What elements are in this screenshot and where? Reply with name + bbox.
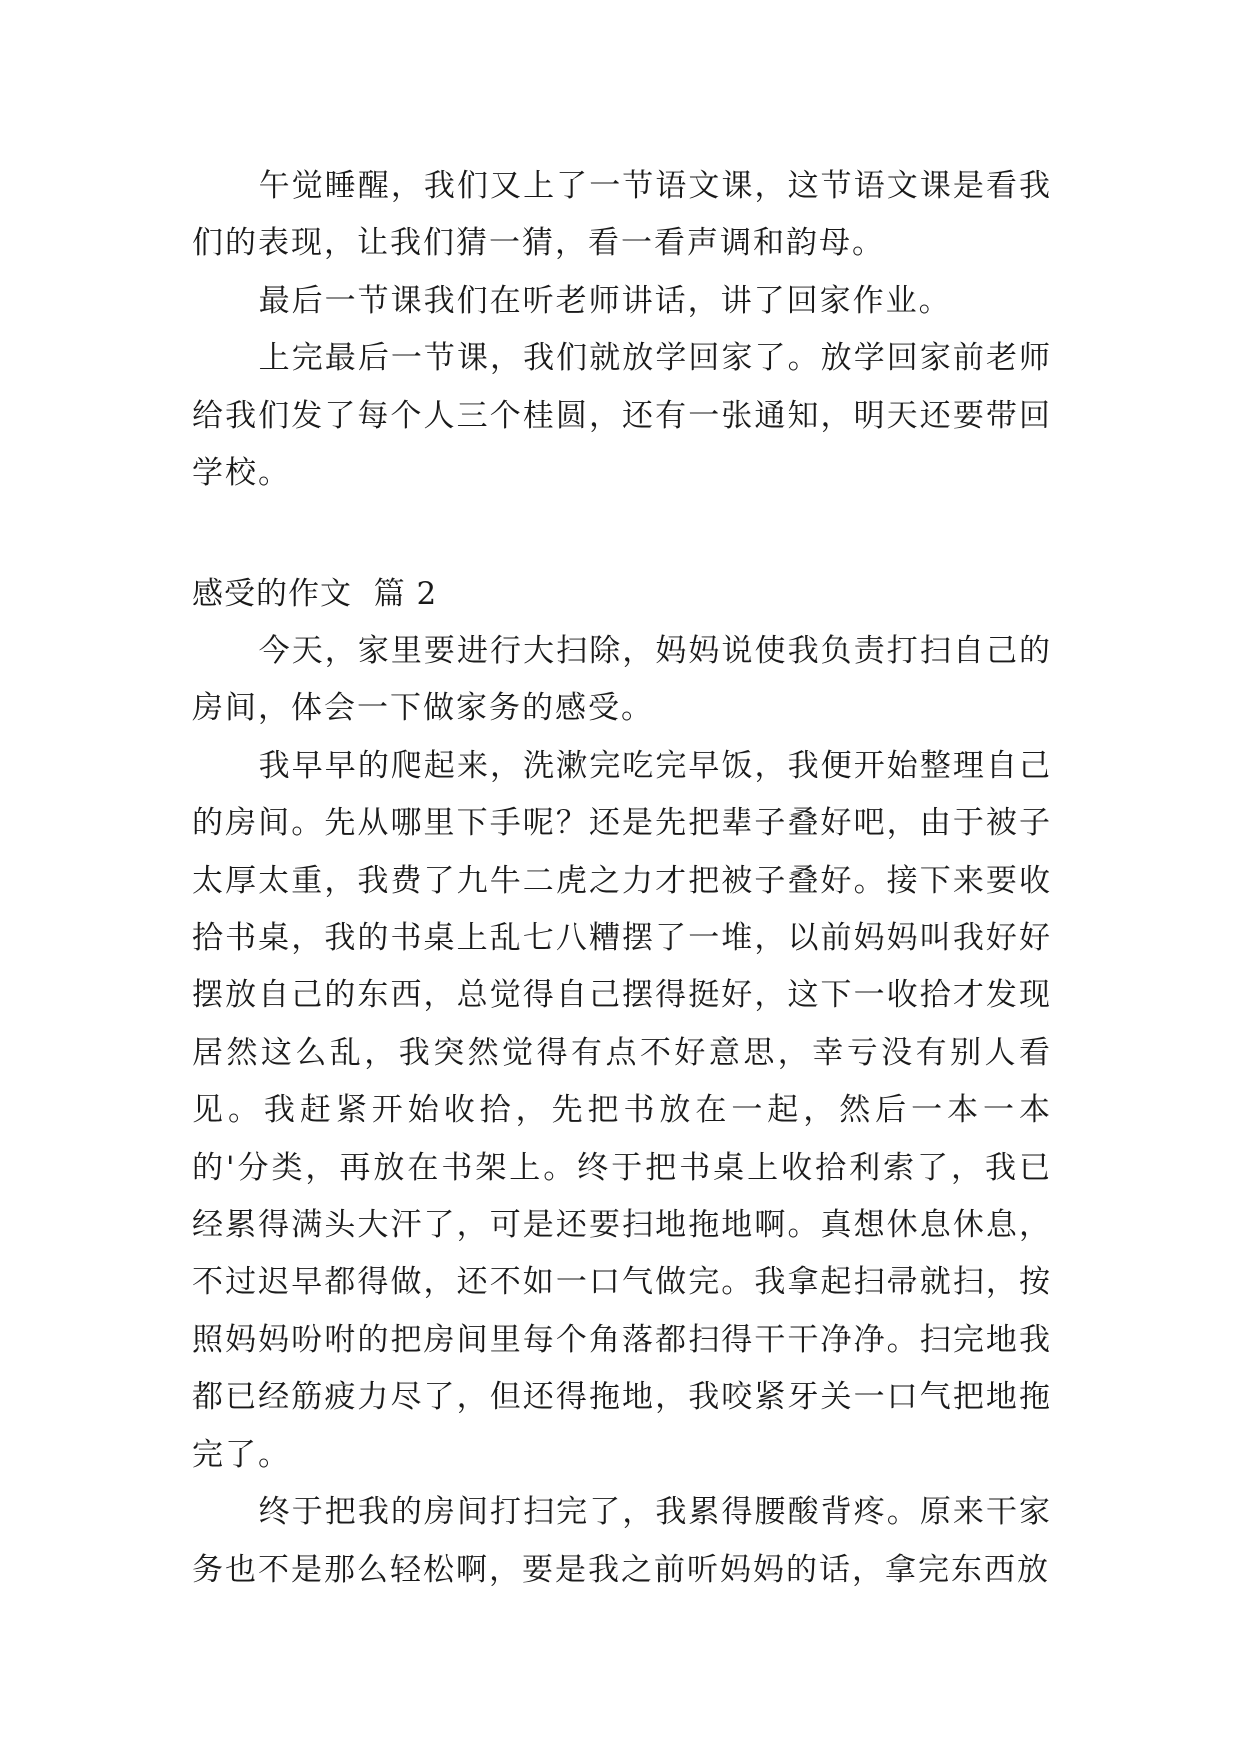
section-title: 感受的作文 篇 2 [192, 576, 438, 612]
paragraph: 最后一节课我们在听老师讲话，讲了回家作业。 [258, 282, 952, 319]
paragraph: 今天，家里要进行大扫除，妈妈说使我负责打扫自己的房间，体会一下做家务的感受。 [192, 633, 1052, 727]
paragraph: 终于把我的房间打扫完了，我累得腰酸背疼。原来干家务也不是那么轻松啊，要是我之前听妈妈的话，拿完东西放 [192, 1494, 1052, 1588]
essay-section-2 [192, 623, 1052, 1599]
paragraph: 我早早的爬起来，洗漱完吃完早饭，我便开始整理自己的房间。先从哪里下手呢？还是先把辈子叠好吧，由于被子太厚太重，我费了九牛二虎之力才把被子叠好。接下来要收拾书桌，我的书桌上乱七八糟摆了一堆，以前妈妈叫我好好摆放自己的东西，总觉得自己摆得挺好，这下一收拾才发现居然这么乱，我突然觉得有点不好意思，幸亏没有别人看见。我赶紧开始收拾，先把书放在一起，然后一本一本的'分类，再放在书架上。终于把书桌上收拾利索了，我已经累得满头大汗了，可是还要扫地拖地啊。真想休息休息，不过迟早都得做，还不如一口气做完。我拿起扫帚就扫，按照妈妈吩咐的把房间里每个角落都扫得干干净净。扫完地我都已经筋疲力尽了，但还得拖地，我咬紧牙关一口气把地拖完了。 [192, 747, 1052, 1473]
paragraph: 上完最后一节课，我们就放学回家了。放学回家前老师给我们发了每个人三个桂圆，还有一张通知，明天还要带回学校。 [192, 340, 1052, 492]
paragraph: 午觉睡醒，我们又上了一节语文课，这节语文课是看我们的表现，让我们猜一猜，看一看声调和韵母。 [192, 168, 1052, 262]
essay-section-1 [192, 158, 1052, 502]
